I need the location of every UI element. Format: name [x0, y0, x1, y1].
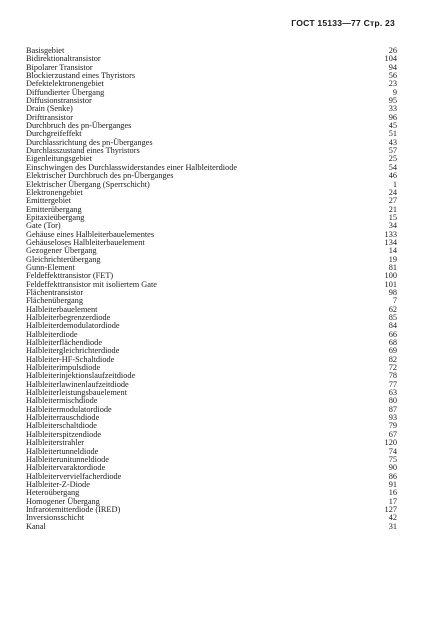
index-page-number: 101 [384, 279, 397, 289]
index-page-number: 93 [388, 413, 397, 423]
index-page-number: 14 [388, 246, 397, 256]
index-page-number: 23 [388, 79, 397, 89]
index-page-number: 75 [388, 454, 397, 464]
index-term: Flächentransistor [26, 287, 84, 297]
index-term: Halbleiterspitzendiode [26, 429, 102, 439]
index-page-number: 77 [388, 379, 397, 389]
index-page-number: 74 [388, 446, 397, 456]
page-header: ГОСТ 15133—77 Стр. 23 [291, 18, 395, 28]
index-page-number: 82 [388, 354, 397, 364]
index-term: Halbleiterdiode [26, 329, 78, 339]
index-term: Halbleiterstrahler [26, 438, 85, 448]
index-page-number: 54 [388, 162, 397, 172]
index-term: Gehäuseloses Halbleiterbauelement [26, 237, 145, 247]
index-page-number: 15 [388, 212, 397, 222]
index-term: Durchgreifeffekt [26, 129, 82, 139]
index-term: Gezogener Übergang [26, 246, 97, 256]
index-term: Durchlasszustand eines Thyristors [26, 146, 140, 156]
index-page-number: 120 [384, 438, 397, 448]
index-page-number: 17 [388, 496, 397, 506]
index-term: Blockierzustand eines Thyristors [26, 71, 136, 81]
index-term: Halbleiterinjektionslaufzeitdiode [26, 371, 136, 381]
index-page-number: 68 [388, 338, 397, 348]
index-page-number: 33 [388, 104, 397, 114]
index-term: Gehäuse eines Halbleiterbauelementes [26, 229, 155, 239]
index-entry [26, 197, 397, 205]
index-term: Halbleiterrauschdiode [26, 413, 100, 423]
index-term: Halbleiterunitunneldiode [26, 454, 109, 464]
term-index [26, 47, 397, 531]
index-page-number: 45 [388, 121, 397, 131]
index-term: Drifttransistor [26, 112, 74, 122]
index-page-number: 21 [388, 204, 397, 214]
index-entry [26, 322, 397, 330]
index-page-number: 31 [388, 521, 397, 531]
index-page-number: 67 [388, 429, 397, 439]
index-term: Flächenübergang [26, 296, 83, 306]
index-term: Eigenleitungsgebiet [26, 154, 92, 164]
index-entry [26, 214, 397, 222]
index-term: Halbleiterleistungsbauelement [26, 388, 127, 398]
index-term: Halbleiterlawinenlaufzeitdiode [26, 379, 129, 389]
index-page-number: 133 [384, 229, 397, 239]
index-term: Gunn-Element [26, 262, 75, 272]
index-term: Halbleiterdemodulatordiode [26, 321, 120, 331]
index-term: Halbleitermischdiode [26, 396, 98, 406]
index-page-number: 134 [384, 237, 397, 247]
index-page-number: 84 [388, 321, 397, 331]
index-page-number: 56 [388, 71, 397, 81]
index-page-number: 46 [388, 171, 397, 181]
index-page-number: 127 [384, 504, 397, 514]
index-page-number: 19 [388, 254, 397, 264]
index-term: Drain (Senke) [26, 104, 73, 114]
index-page-number: 51 [388, 129, 397, 139]
index-page-number: 95 [388, 96, 397, 106]
index-term: Epitaxieübergang [26, 212, 85, 222]
index-term: Defektelektronengebiet [26, 79, 104, 89]
index-page-number: 72 [388, 363, 397, 373]
index-page-number: 63 [388, 388, 397, 398]
index-term: Einschwingen des Durchlasswiderstandes einer Halbleiterdiode [26, 162, 238, 172]
index-page-number: 27 [388, 196, 397, 206]
index-term: Inversionsschicht [26, 513, 85, 523]
index-term: Diffusionstransistor [26, 96, 92, 106]
index-page-number: 96 [388, 112, 397, 122]
index-term: Halbleitermodulatordiode [26, 404, 112, 414]
index-page-number: 34 [388, 221, 397, 231]
index-entry [26, 97, 397, 105]
index-term: Halbleiterflächendiode [26, 338, 103, 348]
index-page-number: 42 [388, 513, 397, 523]
index-page-number: 24 [388, 187, 397, 197]
index-page-number: 104 [384, 54, 397, 64]
index-term: Basisgebiet [26, 46, 65, 55]
index-term: Halbleiter-HF-Schaltdiode [26, 354, 115, 364]
index-term: Elektronengebiet [26, 187, 83, 197]
index-page-number: 86 [388, 471, 397, 481]
index-term: Halbleitervervielfacherdiode [26, 471, 122, 481]
index-term: Durchbruch des pn-Überganges [26, 121, 132, 131]
index-term: Emitterübergang [26, 204, 82, 214]
index-page-number: 85 [388, 313, 397, 322]
index-term: Infrarotemitterdiode (IRED) [26, 504, 121, 514]
index-page-number: 25 [388, 154, 397, 164]
index-page-number: 16 [388, 488, 397, 498]
index-page-number: 80 [388, 396, 397, 406]
index-term: Gleichrichterübergang [26, 254, 101, 264]
index-term: Heteroübergang [26, 488, 80, 498]
index-entry [26, 523, 397, 531]
index-page-number: 62 [388, 304, 397, 314]
index-page-number: 57 [388, 146, 397, 156]
index-term: Bidirektionaltransistor [26, 54, 101, 64]
index-page-number: 79 [388, 421, 397, 431]
index-page-number: 98 [388, 287, 397, 297]
index-page-number: 91 [388, 479, 397, 489]
index-entry [26, 481, 397, 489]
index-term: Halbleiterschaltdiode [26, 421, 97, 431]
index-term: Gate (Tor) [26, 221, 61, 231]
index-term: Halbleiterbegrenzerdiode [26, 313, 111, 322]
index-page-number: 90 [388, 463, 397, 473]
index-term: Bipolarer Transistor [26, 62, 93, 72]
index-page-number: 78 [388, 371, 397, 381]
index-page-number: 1 [392, 179, 397, 189]
index-entry [26, 105, 397, 113]
index-term: Halbleitertunneldiode [26, 446, 99, 456]
index-page-number: 87 [388, 404, 397, 414]
index-term: Halbleiterbauelement [26, 304, 98, 314]
index-page-number: 26 [388, 46, 397, 55]
index-page-number: 94 [388, 62, 397, 72]
index-page-number: 43 [388, 137, 397, 147]
index-term: Diffundierter Übergang [26, 87, 105, 97]
index-entry [26, 189, 397, 197]
index-term: Halbleitervaraktordiode [26, 463, 106, 473]
index-term: Emittergebiet [26, 196, 72, 206]
index-entry [26, 514, 397, 522]
index-page-number: 66 [388, 329, 397, 339]
index-term: Homogener Übergang [26, 496, 100, 506]
index-page-number: 69 [388, 346, 397, 356]
index-term: Feldeffekttransistor mit isoliertem Gate [26, 279, 157, 289]
index-entry [26, 256, 397, 264]
index-page-number: 9 [392, 87, 397, 97]
index-term: Elektrischer Durchbruch des pn-Überganges [26, 171, 174, 181]
index-term: Halbleitergleichrichterdiode [26, 346, 120, 356]
index-term: Durchlassrichtung des pn-Überganges [26, 137, 153, 147]
index-page-number: 100 [384, 271, 397, 281]
index-page-number: 7 [392, 296, 397, 306]
index-term: Elektrischer Übergang (Sperrschicht) [26, 179, 150, 189]
index-page-number: 81 [388, 262, 397, 272]
index-term: Feldeffekttransistor (FET) [26, 271, 114, 281]
index-term: Halbleiter-Z-Diode [26, 479, 90, 489]
index-term: Halbleiterimpulsdiode [26, 363, 101, 373]
index-term: Kanal [26, 521, 46, 531]
